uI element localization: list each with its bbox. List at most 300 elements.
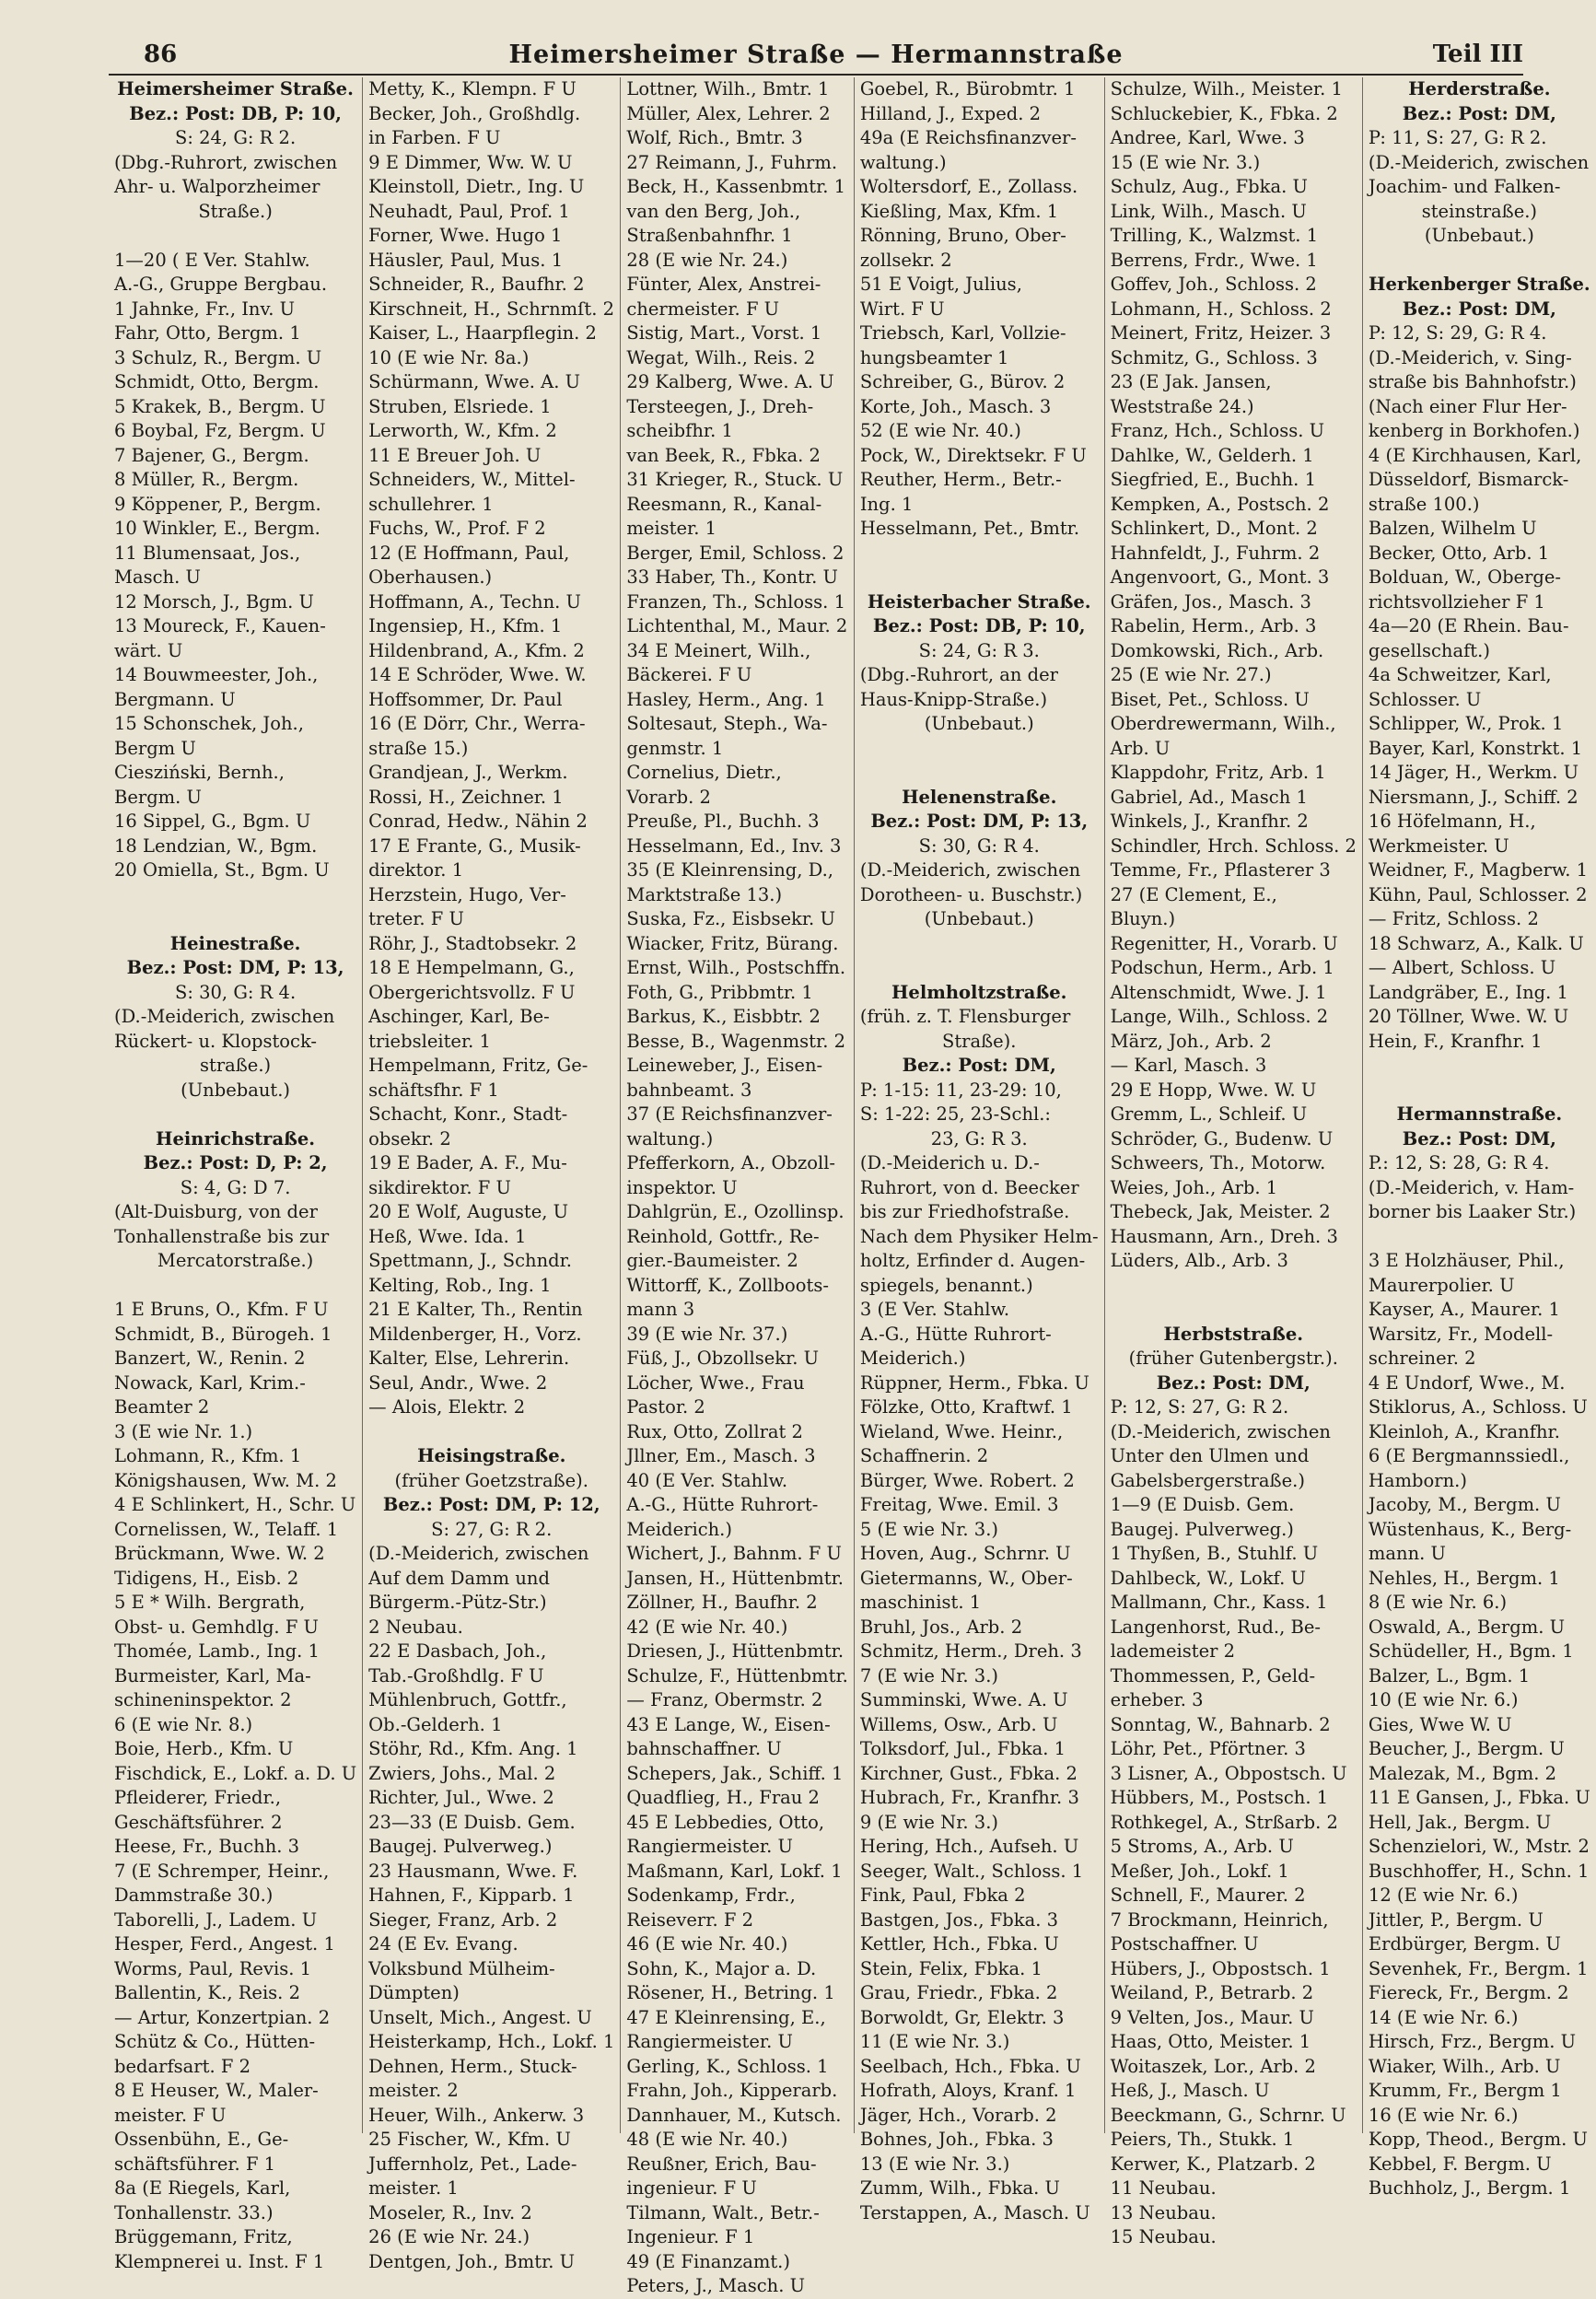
directory-entry: Cornelissen, W., Telaff. 1 — [114, 1518, 339, 1540]
directory-entry: Meinert, Fritz, Heizer. 3 — [1110, 322, 1332, 344]
directory-entry: Schluckebier, K., Fbka. 2 — [1110, 102, 1338, 124]
directory-entry: Wirt. F U — [859, 298, 945, 320]
street-heading: Hermannstraße. — [1396, 1103, 1563, 1125]
directory-entry: Schürmann, Wwe. A. U — [368, 371, 581, 392]
street-heading: Bez.: Post: DM, — [1402, 102, 1556, 124]
directory-entry: richtsvollzieher F 1 — [1368, 590, 1545, 613]
directory-entry: — Franz, Obermstr. 2 — [626, 1689, 823, 1710]
directory-entry: Schindler, Hrch. Schloss. 2 — [1110, 834, 1357, 857]
directory-entry: 12 (E Hoffmann, Paul, — [368, 542, 570, 564]
directory-entry: Schmidt, Otto, Bergm. — [114, 371, 320, 392]
directory-entry: März, Joh., Arb. 2 — [1110, 1030, 1272, 1052]
directory-entry: (D.-Meiderich, zwischen — [859, 859, 1081, 881]
directory-entry: Thomée, Lamb., Ing. 1 — [114, 1640, 320, 1662]
directory-entry: Moseler, R., Inv. 2 — [368, 2201, 532, 2223]
directory-entry: Löcher, Wwe., Frau — [626, 1371, 805, 1394]
directory-entry: S: 27, G: R 2. — [431, 1518, 553, 1540]
directory-entry: Boie, Herb., Kfm. U — [114, 1738, 294, 1759]
directory-entry: Kelting, Rob., Ing. 1 — [368, 1274, 552, 1296]
directory-entry: Zwiers, Johs., Mal. 2 — [368, 1762, 556, 1784]
directory-entry: Tilmann, Walt., Betr.- — [626, 2201, 820, 2223]
spacer — [860, 932, 1099, 957]
directory-entry: 11 (E wie Nr. 3.) — [859, 2031, 1010, 2052]
directory-entry: Soltesaut, Steph., Wa- — [626, 713, 828, 734]
directory-entry: Landgräber, E., Ing. 1 — [1368, 981, 1568, 1003]
directory-entry: Lerworth, W., Kfm. 2 — [368, 420, 557, 441]
directory-entry: P: 12, S: 29, G: R 4. — [1368, 322, 1547, 344]
directory-entry: 43 E Lange, W., Eisen- — [626, 1713, 831, 1735]
directory-entry: Bluyn.) — [1110, 908, 1176, 929]
spacer — [1369, 249, 1590, 274]
street-heading: Bez.: Post: DM, — [1402, 298, 1556, 320]
directory-entry: Podschun, Herm., Arb. 1 — [1110, 957, 1334, 978]
directory-entry: 29 E Hopp, Wwe. W. U — [1110, 1079, 1317, 1101]
directory-entry: (Dbg.-Ruhrort, an der — [859, 664, 1058, 685]
directory-entry: 23 Hausmann, Wwe. F. — [368, 1860, 578, 1882]
directory-entry: Kießling, Max, Kfm. 1 — [859, 200, 1059, 222]
directory-entry: Rüppner, Herm., Fbka. U — [859, 1371, 1089, 1394]
directory-entry: Siegfried, E., Buchh. 1 — [1110, 469, 1316, 490]
directory-entry: Richter, Jul., Wwe. 2 — [368, 1787, 554, 1808]
spacer — [1111, 1298, 1357, 1323]
directory-entry: Jacoby, M., Bergm. U — [1368, 1494, 1561, 1515]
directory-entry: Struben, Elsriede. 1 — [368, 395, 552, 417]
directory-entry: Sonntag, W., Bahnarb. 2 — [1110, 1713, 1331, 1735]
directory-entry: 15 Neubau. — [1110, 2226, 1217, 2247]
directory-entry: 16 Höfelmann, H., — [1368, 811, 1536, 832]
directory-entry: (Unbebaut.) — [924, 713, 1034, 734]
directory-entry: Wolf, Rich., Bmtr. 3 — [626, 127, 803, 148]
directory-entry: genmstr. 1 — [626, 737, 724, 759]
directory-entry: Füß, J., Obzollsekr. U — [626, 1348, 820, 1369]
page-number: 86 — [144, 41, 178, 68]
directory-entry: Langenhorst, Rud., Be- — [1110, 1616, 1321, 1638]
directory-entry: Dehnen, Herm., Stuck- — [368, 2055, 577, 2077]
directory-entry: Beeckmann, G., Schrnr. U — [1110, 2104, 1346, 2126]
directory-entry: (D.-Meiderich, zwischen — [1368, 151, 1590, 173]
directory-columns — [109, 77, 1590, 2296]
directory-entry: (D.-Meiderich, v. Sing- — [1368, 346, 1572, 368]
directory-entry: mann 3 — [626, 1299, 695, 1320]
directory-entry: Stein, Felix, Fbka. 1 — [859, 1957, 1043, 1979]
directory-entry: Hubrach, Fr., Kranfhr. 3 — [859, 1787, 1079, 1808]
directory-entry: Seul, Andr., Wwe. 2 — [368, 1371, 548, 1394]
directory-entry: Tolksdorf, Jul., Fbka. 1 — [859, 1738, 1066, 1759]
directory-entry: Rösener, H., Betring. 1 — [626, 1982, 835, 2003]
directory-entry: 1—20 ( E Ver. Stahlw. — [114, 249, 310, 271]
directory-entry: Triebsch, Karl, Vollzie- — [859, 322, 1066, 344]
directory-entry: 21 E Kalter, Th., Rentin — [368, 1299, 583, 1320]
directory-entry: Wittorff, K., Zollboots- — [626, 1274, 829, 1296]
directory-entry: 12 Morsch, J., Bgm. U — [114, 590, 314, 613]
directory-entry: Brückmann, Wwe. W. 2 — [114, 1543, 325, 1564]
directory-entry: (D.-Meiderich, v. Ham- — [1368, 1176, 1575, 1198]
directory-entry: Jäger, Hch., Vorarb. 2 — [859, 2104, 1057, 2126]
directory-entry: Burmeister, Karl, Ma- — [114, 1664, 311, 1686]
directory-entry: Schacht, Konr., Stadt- — [368, 1103, 568, 1125]
directory-entry: 5 Krakek, B., Bergm. U — [114, 395, 326, 417]
page-header — [109, 37, 1523, 76]
directory-entry: Suska, Fz., Eisbsekr. U — [626, 908, 835, 929]
directory-entry: schäftsfhr. F 1 — [368, 1079, 499, 1101]
directory-entry: chermeister. F U — [626, 298, 780, 320]
directory-entry: Bruhl, Jos., Arb. 2 — [859, 1616, 1023, 1638]
directory-entry: meister. 2 — [368, 2080, 459, 2101]
directory-entry: Seelbach, Hch., Fbka. U — [859, 2055, 1081, 2077]
street-heading: Bez.: Post: DM, — [1402, 1127, 1556, 1150]
directory-entry: Fischdick, E., Lokf. a. D. U — [114, 1762, 357, 1784]
directory-entry: hungsbeamter 1 — [859, 346, 1009, 368]
directory-entry: steinstraße.) — [1421, 200, 1538, 222]
street-heading: Bez.: Post: D, P: 2, — [143, 1152, 328, 1173]
directory-entry: 3 (E wie Nr. 1.) — [114, 1420, 253, 1442]
directory-entry: 4a Schweitzer, Karl, — [1368, 664, 1552, 685]
directory-entry: Becker, Otto, Arb. 1 — [1368, 542, 1550, 564]
directory-entry: Lichtenthal, M., Maur. 2 — [626, 615, 848, 636]
directory-entry: Hempelmann, Fritz, Ge- — [368, 1055, 588, 1076]
directory-entry: Obst- u. Gemhdlg. F U — [114, 1616, 319, 1638]
directory-entry: Röhr, J., Stadtobsekr. 2 — [368, 932, 577, 954]
directory-entry: P: 11, S: 27, G: R 2. — [1368, 127, 1547, 148]
directory-entry: Hübbers, M., Postsch. 1 — [1110, 1787, 1329, 1808]
directory-entry: Trilling, K., Walzmst. 1 — [1110, 225, 1319, 246]
directory-entry: (Alt-Duisburg, von der — [114, 1201, 318, 1222]
directory-entry: Schlinkert, D., Mont. 2 — [1110, 518, 1318, 539]
directory-entry: Ob.-Gelderh. 1 — [368, 1713, 503, 1735]
directory-entry: Marktstraße 13.) — [626, 883, 783, 905]
street-heading: Herderstraße. — [1408, 78, 1551, 99]
directory-entry: Foth, G., Pribbmtr. 1 — [626, 981, 813, 1003]
directory-entry: Banzert, W., Renin. 2 — [114, 1348, 306, 1369]
directory-entry: Nehles, H., Bergm. 1 — [1368, 1567, 1560, 1589]
directory-entry: Dorotheen- u. Buschstr.) — [859, 883, 1083, 905]
directory-entry: 27 Reimann, J., Fuhrm. — [626, 151, 838, 173]
directory-entry: Pfefferkorn, A., Obzoll- — [626, 1152, 836, 1173]
directory-entry: 1 E Bruns, O., Kfm. F U — [114, 1299, 329, 1320]
directory-entry: bahnschaffner. U — [626, 1738, 782, 1759]
directory-entry: 16 Sippel, G., Bgm. U — [114, 811, 311, 832]
directory-entry: 20 Omiella, St., Bgm. U — [114, 859, 330, 881]
directory-column — [855, 77, 1105, 2223]
directory-entry: Geschäftsführer. 2 — [114, 1811, 283, 1833]
directory-entry: (Dbg.-Ruhrort, zwischen — [114, 151, 338, 173]
directory-entry: Auf dem Damm und — [368, 1567, 550, 1589]
directory-entry: 22 E Dasbach, Joh., — [368, 1640, 547, 1662]
directory-entry: Fink, Paul, Fbka 2 — [859, 1885, 1026, 1906]
directory-entry: Balzer, L., Bgm. 1 — [1368, 1664, 1531, 1686]
directory-entry: waltung.) — [626, 1127, 714, 1150]
street-heading: Herbststraße. — [1163, 1323, 1304, 1345]
directory-entry: 1—9 (E Duisb. Gem. — [1110, 1494, 1295, 1515]
directory-entry: lademeister 2 — [1110, 1640, 1236, 1662]
directory-entry: Kebbel, F. Bergm. U — [1368, 2153, 1552, 2175]
directory-entry: Bolduan, W., Oberge- — [1368, 566, 1562, 588]
directory-entry: Thebeck, Jak, Meister. 2 — [1110, 1201, 1331, 1222]
directory-entry: P: 12, S: 27, G: R 2. — [1110, 1396, 1289, 1418]
directory-entry: Lüders, Alb., Arb. 3 — [1110, 1250, 1288, 1271]
directory-entry: zollsekr. 2 — [859, 249, 952, 271]
directory-entry: Ossenbühn, E., Ge- — [114, 2129, 289, 2150]
directory-entry: waltung.) — [859, 151, 947, 173]
directory-entry: Buchholz, J., Bergm. 1 — [1368, 2177, 1571, 2199]
directory-entry: Lohmann, R., Kfm. 1 — [114, 1445, 302, 1466]
directory-entry: Rossi, H., Zeichner. 1 — [368, 786, 564, 808]
directory-entry: 15 Schonschek, Joh., — [114, 713, 304, 734]
directory-entry: Hesselmann, Pet., Bmtr. — [859, 518, 1080, 539]
street-heading: Bez.: Post: DB, P: 10, — [129, 102, 342, 124]
directory-entry: — Artur, Konzertpian. 2 — [114, 2006, 331, 2028]
directory-entry: Mildenberger, H., Vorz. — [368, 1323, 582, 1345]
directory-entry: Dentgen, Joh., Bmtr. U — [368, 2250, 576, 2272]
directory-entry: Winkels, J., Kranfhr. 2 — [1110, 811, 1309, 832]
directory-entry: Schulze, Wilh., Meister. 1 — [1110, 78, 1343, 99]
directory-entry: Rönning, Bruno, Ober- — [859, 225, 1066, 246]
directory-entry: Kalter, Else, Lehrerin. — [368, 1348, 570, 1369]
directory-entry: Schenzielori, W., Mstr. 2 — [1368, 1836, 1590, 1857]
directory-entry: Balzen, Wilhelm U — [1368, 518, 1537, 539]
directory-entry: gesellschaft.) — [1368, 639, 1490, 661]
directory-entry: maschinist. 1 — [859, 1592, 982, 1613]
directory-entry: 14 Jäger, H., Werkm. U — [1368, 762, 1579, 783]
directory-entry: Schulze, F., Hüttenbmtr. — [626, 1664, 848, 1686]
directory-entry: meister. 1 — [626, 518, 717, 539]
directory-entry: Peters, J., Masch. U — [626, 2275, 806, 2296]
directory-entry: Bayer, Karl, Konstrkt. 1 — [1368, 737, 1583, 759]
directory-entry: Wüstenhaus, K., Berg- — [1368, 1518, 1572, 1540]
directory-entry: 31 Krieger, R., Stuck. U — [626, 469, 844, 490]
directory-entry: Bürgerm.-Pütz-Str.) — [368, 1592, 547, 1613]
directory-entry: 14 E Schröder, Wwe. W. — [368, 664, 587, 685]
directory-entry: 40 (E Ver. Stahlw. — [626, 1469, 788, 1491]
directory-entry: Tersteegen, J., Dreh- — [626, 395, 814, 417]
directory-entry: Hell, Jak., Bergm. U — [1368, 1811, 1552, 1833]
directory-entry: 42 (E wie Nr. 40.) — [626, 1616, 788, 1638]
directory-entry: Oswald, A., Bergm. U — [1368, 1616, 1566, 1638]
directory-entry: Zumm, Wilh., Fbka. U — [859, 2177, 1060, 2199]
directory-entry: obsekr. 2 — [368, 1127, 451, 1150]
directory-entry: Joachim- und Falken- — [1368, 176, 1561, 197]
directory-entry: direktor. 1 — [368, 859, 464, 881]
directory-entry: Bohnes, Joh., Fbka. 3 — [859, 2129, 1054, 2150]
directory-entry: 1 Thyßen, B., Stuhlf. U — [1110, 1543, 1319, 1564]
directory-entry: Nowack, Karl, Krim.- — [114, 1371, 306, 1394]
directory-entry: Straßenbahnfhr. 1 — [626, 225, 793, 246]
directory-entry: 7 (E wie Nr. 3.) — [859, 1664, 999, 1686]
directory-entry: Mühlenbruch, Gottfr., — [368, 1689, 567, 1710]
directory-entry: Meiderich.) — [859, 1348, 966, 1369]
directory-entry: 29 Kalberg, Wwe. A. U — [626, 371, 834, 392]
directory-entry: Hering, Hch., Aufseh. U — [859, 1836, 1079, 1857]
directory-entry: 45 E Lebbedies, Otto, — [626, 1811, 825, 1833]
directory-entry: straße.) — [199, 1055, 272, 1076]
directory-entry: Goebel, R., Bürobmtr. 1 — [859, 78, 1076, 99]
directory-entry: Lottner, Wilh., Bmtr. 1 — [626, 78, 830, 99]
directory-entry: 33 Haber, Th., Kontr. U — [626, 566, 838, 588]
street-heading: Heimersheimer Straße. — [117, 78, 354, 99]
directory-entry: Kopp, Theod., Bergm. U — [1368, 2129, 1588, 2150]
directory-entry: Gerling, K., Schloss. 1 — [626, 2055, 829, 2077]
directory-entry: Gabelsbergerstraße.) — [1110, 1469, 1305, 1491]
spacer — [368, 1420, 614, 1445]
directory-entry: Schütz & Co., Hütten- — [114, 2031, 316, 2052]
directory-entry: Angenvoort, G., Mont. 3 — [1110, 566, 1330, 588]
directory-entry: Summinski, Wwe. A. U — [859, 1689, 1068, 1710]
street-heading: Herkenberger Straße. — [1369, 274, 1590, 295]
directory-entry: 37 (E Reichsfinanzver- — [626, 1103, 833, 1125]
directory-entry: Schlosser. U — [1368, 688, 1482, 710]
directory-column — [1105, 77, 1363, 2247]
directory-entry: Beamter 2 — [114, 1396, 210, 1418]
directory-entry: Wegat, Wilh., Reis. 2 — [626, 346, 816, 368]
directory-entry: Bürger, Wwe. Robert. 2 — [859, 1469, 1075, 1491]
directory-entry: Reinhold, Gottfr., Re- — [626, 1225, 820, 1247]
directory-entry: 10 (E wie Nr. 6.) — [1368, 1689, 1519, 1710]
directory-entry: 27 (E Clement, E., — [1110, 883, 1277, 905]
directory-entry: Dümpten) — [368, 1982, 460, 2003]
directory-entry: Straße). — [941, 1030, 1017, 1052]
directory-entry: 4 (E Kirchhausen, Karl, — [1368, 444, 1582, 466]
directory-entry: Rothkegel, A., Strßarb. 2 — [1110, 1811, 1338, 1833]
directory-entry: Mallmann, Chr., Kass. 1 — [1110, 1592, 1328, 1613]
directory-entry: 5 Stroms, A., Arb. U — [1110, 1836, 1294, 1857]
directory-entry: 20 Töllner, Wwe. W. U — [1368, 1006, 1569, 1027]
street-heading: Heisingstraße. — [417, 1445, 566, 1466]
directory-entry: Wichert, J., Bahnm. F U — [626, 1543, 842, 1564]
directory-entry: Fiereck, Fr., Bergm. 2 — [1368, 1982, 1569, 2003]
directory-entry: Wiaker, Wilh., Arb. U — [1368, 2055, 1561, 2077]
street-heading: Bez.: Post: DB, P: 10, — [872, 615, 1086, 636]
directory-entry: Weidner, F., Magberw. 1 — [1368, 859, 1588, 881]
directory-entry: 2 Neubau. — [368, 1616, 463, 1638]
directory-entry: Stiklorus, A., Schloss. U — [1368, 1396, 1588, 1418]
directory-entry: (Unbebaut.) — [924, 908, 1034, 929]
directory-entry: 14 (E wie Nr. 6.) — [1368, 2006, 1519, 2028]
directory-entry: Ahr- u. Walporzheimer — [114, 176, 320, 197]
directory-entry: Mercatorstraße.) — [157, 1250, 314, 1271]
directory-entry: 14 Bouwmeester, Joh., — [114, 664, 319, 685]
directory-entry: (D.-Meiderich, zwischen — [368, 1543, 589, 1564]
directory-entry: Straße.) — [198, 200, 273, 222]
directory-entry: treter. F U — [368, 908, 464, 929]
directory-entry: Franz, Hch., Schloss. U — [1110, 420, 1325, 441]
directory-entry: Hirsch, Frz., Bergm. U — [1368, 2031, 1577, 2052]
directory-entry: 52 (E wie Nr. 40.) — [859, 420, 1021, 441]
directory-entry: Freitag, Wwe. Emil. 3 — [859, 1494, 1059, 1515]
directory-entry: Wiacker, Fritz, Bürang. — [626, 932, 839, 954]
directory-entry: Hahnfeldt, J., Fuhrm. 2 — [1110, 542, 1321, 564]
directory-entry: schullehrer. 1 — [368, 493, 494, 515]
directory-entry: Goffev, Joh., Schloss. 2 — [1110, 274, 1317, 295]
directory-entry: holtz, Erfinder d. Augen- — [859, 1250, 1086, 1271]
directory-entry: Pock, W., Direktsekr. F U — [859, 444, 1087, 466]
directory-entry: Herzstein, Hugo, Ver- — [368, 883, 566, 905]
directory-entry: Fahr, Otto, Bergm. 1 — [114, 322, 301, 344]
directory-entry: Schmitz, Herm., Dreh. 3 — [859, 1640, 1082, 1662]
directory-entry: mann. U — [1368, 1543, 1446, 1564]
directory-entry: Tidigens, H., Eisb. 2 — [114, 1567, 299, 1589]
directory-entry: Bäckerei. F U — [626, 664, 752, 685]
directory-entry: 34 E Meinert, Wilh., — [626, 639, 811, 661]
directory-entry: Schepers, Jak., Schiff. 1 — [626, 1762, 844, 1784]
directory-entry: Korte, Joh., Masch. 3 — [859, 395, 1052, 417]
directory-entry: Pfleiderer, Friedr., — [114, 1787, 282, 1808]
directory-entry: 8 (E wie Nr. 6.) — [1368, 1592, 1508, 1613]
directory-entry: Kempken, A., Postsch. 2 — [1110, 493, 1330, 515]
directory-entry: 28 (E wie Nr. 24.) — [626, 249, 788, 271]
directory-entry: Ballentin, K., Reis. 2 — [114, 1982, 300, 2003]
directory-entry: — Fritz, Schloss. 2 — [1368, 908, 1539, 929]
directory-entry: Schulz, Aug., Fbka. U — [1110, 176, 1308, 197]
directory-entry: Jittler, P., Bergm. U — [1368, 1908, 1544, 1931]
directory-entry: S: 30, G: R 4. — [174, 981, 297, 1003]
directory-entry: 23 (E Jak. Jansen, — [1110, 371, 1272, 392]
directory-entry: Maßmann, Karl, Lokf. 1 — [626, 1860, 843, 1882]
street-heading: Heinestraße. — [169, 932, 301, 954]
directory-entry: Becker, Joh., Großhdlg. — [368, 102, 581, 124]
directory-entry: 25 (E wie Nr. 27.) — [1110, 664, 1272, 685]
page-part-label: Teil III — [1432, 41, 1523, 68]
directory-entry: Erdbürger, Bergm. U — [1368, 1933, 1561, 1955]
directory-entry: Altenschmidt, Wwe. J. 1 — [1110, 981, 1327, 1003]
directory-entry: Aschinger, Karl, Be- — [368, 1006, 550, 1027]
directory-entry: Vorarb. 2 — [626, 786, 711, 808]
directory-entry: Schneider, R., Baufhr. 2 — [368, 274, 585, 295]
directory-entry: 8 E Heuser, W., Maler- — [114, 2080, 319, 2101]
directory-entry: Weies, Joh., Arb. 1 — [1110, 1176, 1278, 1198]
directory-entry: 16 (E Dörr, Chr., Werra- — [368, 713, 586, 734]
directory-entry: S: 24, G: R 2. — [174, 127, 297, 148]
directory-entry: Hasley, Herm., Ang. 1 — [626, 688, 826, 710]
directory-entry: Krumm, Fr., Bergm 1 — [1368, 2080, 1562, 2101]
directory-entry: Sieger, Franz, Arb. 2 — [368, 1908, 558, 1931]
directory-entry: 7 (E Schremper, Heinr., — [114, 1860, 330, 1882]
directory-entry: straße 100.) — [1368, 493, 1480, 515]
directory-entry: 17 E Frante, G., Musik- — [368, 834, 581, 857]
directory-entry: Reiseverr. F 2 — [626, 1908, 753, 1931]
directory-entry: 8 Müller, R., Bergm. — [114, 469, 299, 490]
directory-entry: 9 (E wie Nr. 3.) — [859, 1811, 999, 1833]
directory-entry: Juffernholz, Pet., Lade- — [368, 2153, 577, 2175]
street-heading: Helmholtzstraße. — [891, 981, 1067, 1003]
directory-entry: Jllner, Em., Masch. 3 — [626, 1445, 816, 1466]
spacer — [114, 907, 356, 932]
directory-entry: (früh. z. T. Flensburger — [859, 1006, 1071, 1027]
directory-entry: inspektor. U — [626, 1176, 738, 1198]
directory-entry: 15 (E wie Nr. 3.) — [1110, 151, 1261, 173]
directory-entry: Berrens, Frdr., Wwe. 1 — [1110, 249, 1318, 271]
directory-entry: Schnell, F., Maurer. 2 — [1110, 1885, 1306, 1906]
directory-entry: Beck, H., Kassenbmtr. 1 — [626, 176, 846, 197]
directory-entry: Hamborn.) — [1368, 1469, 1467, 1491]
directory-entry: 25 Fischer, W., Kfm. U — [368, 2129, 571, 2150]
directory-entry: Gabriel, Ad., Masch 1 — [1110, 786, 1308, 808]
directory-entry: Thommessen, P., Geld- — [1110, 1664, 1316, 1686]
directory-entry: 13 (E wie Nr. 3.) — [859, 2153, 1010, 2175]
directory-entry: Franzen, Th., Schloss. 1 — [626, 590, 845, 613]
directory-entry: 10 (E wie Nr. 8a.) — [368, 346, 530, 368]
directory-entry: (früher Goetzstraße). — [394, 1469, 588, 1491]
directory-entry: triebsleiter. 1 — [368, 1030, 491, 1052]
directory-entry: P.: 12, S: 28, G: R 4. — [1368, 1152, 1550, 1173]
directory-entry: schreiner. 2 — [1368, 1348, 1476, 1369]
directory-entry: A.-G., Hütte Ruhrort- — [859, 1323, 1052, 1345]
directory-entry: (Unbebaut.) — [1424, 225, 1534, 246]
directory-entry: Link, Wilh., Masch. U — [1110, 200, 1307, 222]
directory-entry: Schlipper, W., Prok. 1 — [1368, 713, 1564, 734]
directory-entry: Kleinstoll, Dietr., Ing. U — [368, 176, 585, 197]
directory-entry: Nach dem Physiker Helm- — [859, 1225, 1099, 1247]
directory-column — [109, 77, 363, 2272]
